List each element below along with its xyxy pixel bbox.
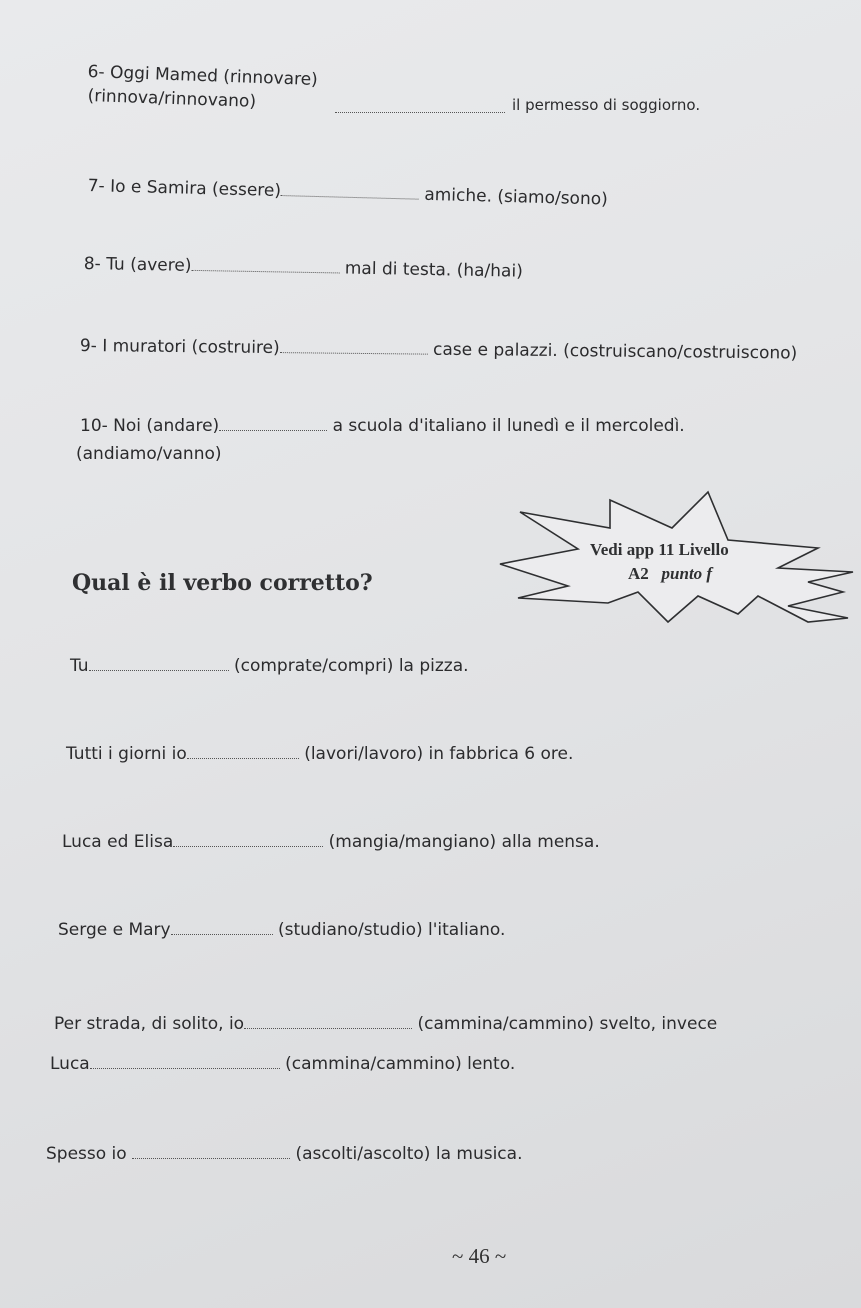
exercise-tu: [70, 656, 469, 676]
exercise-ending: (mangia/mangiano) alla mensa.: [328, 832, 600, 852]
exercise-luca: [50, 1054, 515, 1074]
exercise-serge-mary: [58, 920, 505, 940]
callout-line-1: Vedi app 11 Livello: [590, 540, 729, 559]
exercise-tutti: [66, 744, 573, 764]
exercise-prompt: Luca: [50, 1054, 90, 1074]
answer-blank[interactable]: [90, 1054, 280, 1069]
exercise-6-prompt: 6- Oggi Mamed (rinnovare): [87, 62, 319, 91]
exercise-9-prompt: 9- I muratori (costruire): [79, 336, 280, 359]
section-title: Qual è il verbo corretto?: [72, 570, 373, 596]
exercise-ending: (studiano/studio) l'italiano.: [278, 920, 506, 940]
exercise-prompt: Serge e Mary: [58, 920, 171, 940]
exercise-10-ending: a scuola d'italiano il lunedì e il mercoledì.: [332, 416, 685, 436]
callout-point: punto f: [661, 564, 713, 583]
exercise-luca-elisa: [62, 832, 600, 852]
answer-blank[interactable]: [132, 1144, 290, 1159]
answer-blank[interactable]: [173, 832, 323, 847]
exercise-10-prompt: 10- Noi (andare): [80, 416, 220, 436]
exercise-8-ending: mal di testa. (ha/hai): [344, 258, 523, 282]
callout-level: A2: [628, 564, 649, 583]
exercise-ending: (cammina/cammino) lento.: [285, 1054, 516, 1074]
exercise-ending: (ascolti/ascolto) la musica.: [295, 1144, 523, 1164]
exercise-prompt: Tu: [70, 656, 89, 676]
exercise-prompt: Tutti i giorni io: [66, 744, 187, 764]
callout-line-2: [628, 564, 712, 584]
exercise-prompt: Spesso io: [46, 1144, 127, 1164]
answer-blank[interactable]: [171, 920, 273, 935]
exercise-ending: (lavori/lavoro) in fabbrica 6 ore.: [304, 744, 574, 764]
page-number: ~ 46 ~: [452, 1244, 507, 1268]
exercise-6-choices: (rinnova/rinnovano): [87, 86, 257, 112]
answer-blank[interactable]: [187, 744, 299, 759]
exercise-ending: (cammina/cammino) svelto, invece: [417, 1014, 718, 1034]
exercise-10-choices: (andiamo/vanno): [76, 444, 222, 464]
exercise-prompt: Luca ed Elisa: [62, 832, 174, 852]
exercise-spesso: [46, 1144, 522, 1164]
exercise-7-ending: amiche. (siamo/sono): [424, 184, 609, 210]
exercise-6-ending: il permesso di soggiorno.: [512, 96, 701, 114]
exercise-ending: (comprate/compri) la pizza.: [233, 656, 469, 676]
answer-blank[interactable]: [89, 656, 229, 671]
exercise-9-ending: case e palazzi. (costruiscano/costruiscono): [432, 339, 798, 364]
exercise-8-prompt: 8- Tu (avere): [83, 254, 192, 276]
exercise-per-strada: [54, 1014, 717, 1034]
answer-blank[interactable]: [244, 1014, 412, 1029]
exercise-prompt: Per strada, di solito, io: [54, 1014, 245, 1034]
exercise-7-prompt: 7- Io e Samira (essere): [87, 176, 282, 202]
